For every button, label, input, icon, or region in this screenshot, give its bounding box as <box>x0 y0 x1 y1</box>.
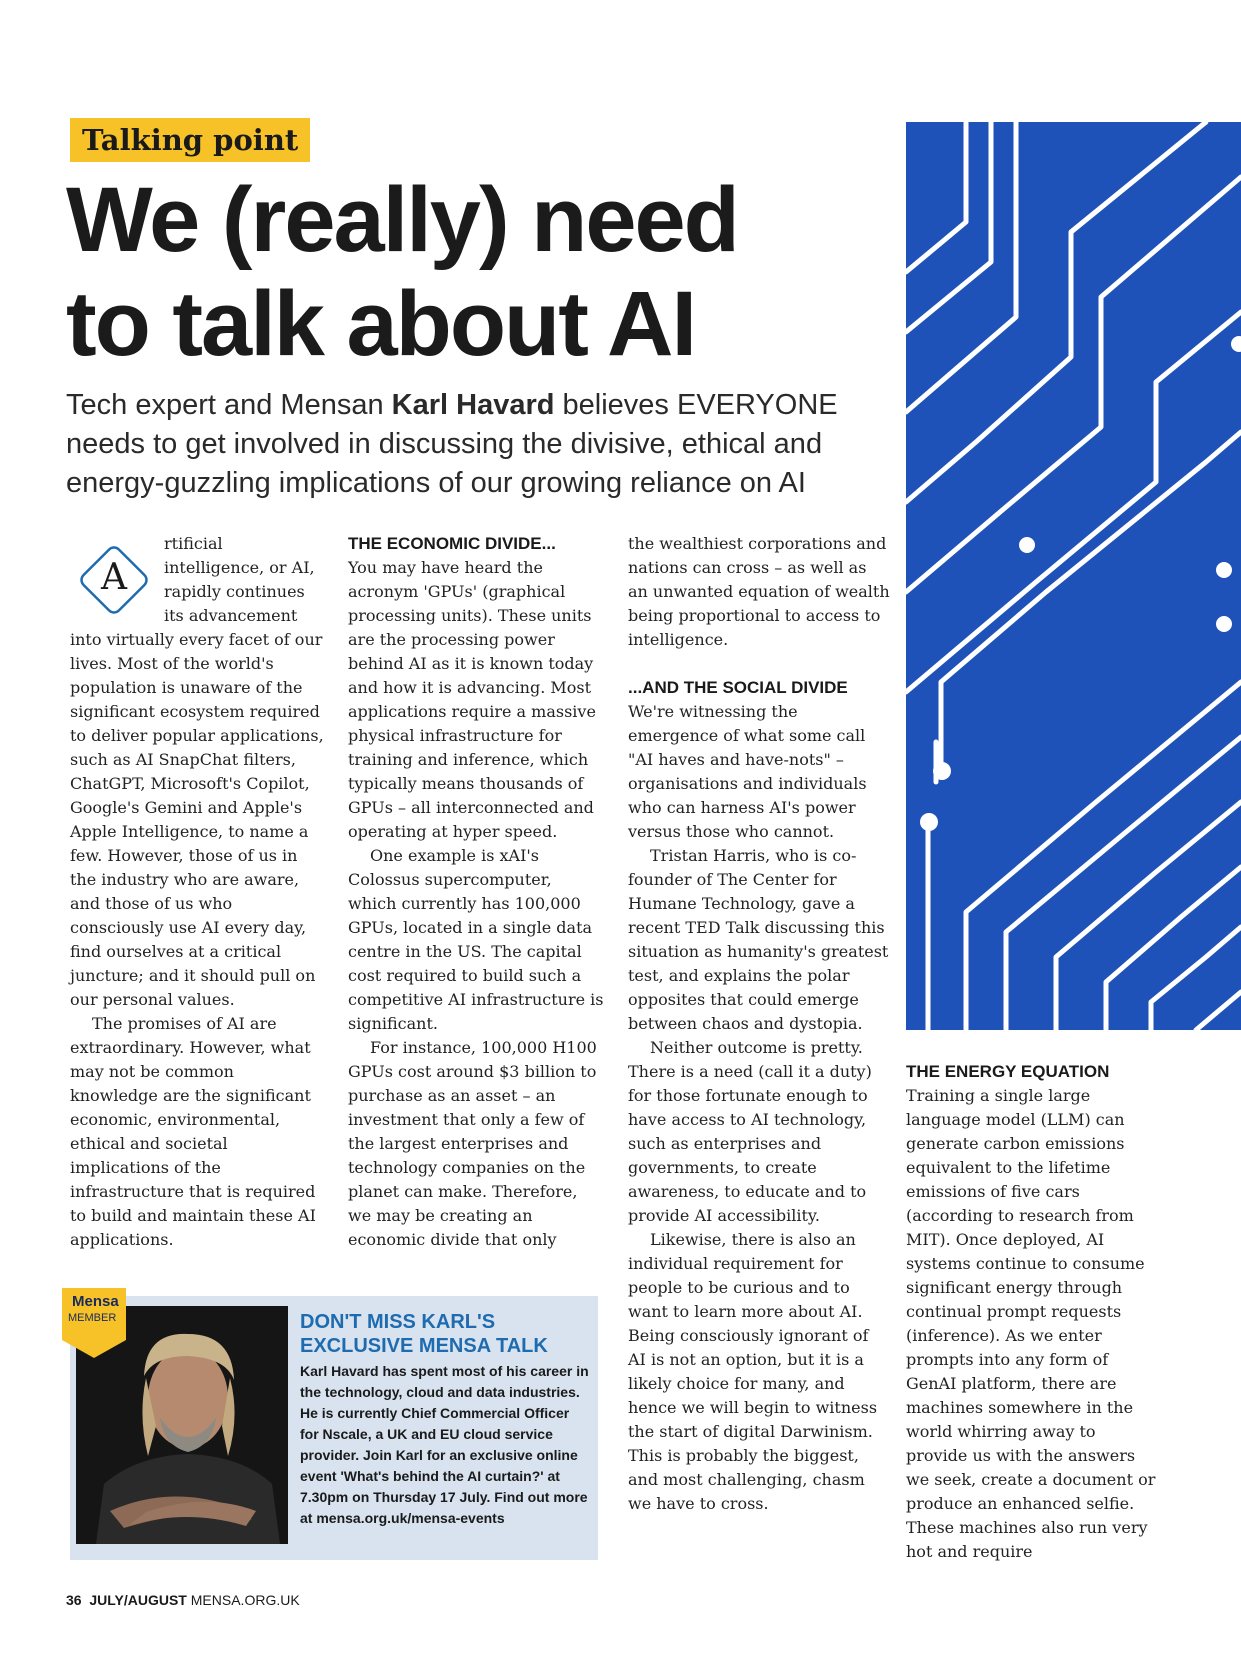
badge-line-2: MEMBER <box>68 1312 117 1324</box>
promo-body: Karl Havard has spent most of his career in the technology, cloud and data industries. He is currently Chief Commercial Officer for Nscale, a UK and EU cloud service provider. Join Karl for an exclusive online event 'What's behind the AI curtain?' at 7.30pm on Thursday 17 July. Find out more at mensa.org.uk/mensa-events <box>300 1363 589 1526</box>
body-paragraph: rtificial intelligence, or AI, rapidly continues its advancement into virtually every facet of our lives. Most of the world's population is unaware of the significant ecosystem required to deliver popular applications, such as AI SnapChat filters, ChatGPT, Microsoft's Copilot, Google's Gemini and Apple's Apple Intelligence, to name a few. However, those of us in the industry who are aware, and those of us who consciously use AI every day, find ourselves at a critical juncture; and it should pull on our personal values. <box>70 534 324 1009</box>
section-heading: THE ECONOMIC DIVIDE... <box>348 534 556 553</box>
body-paragraph: the wealthiest corporations and nations can cross – as well as an unwanted equation of wealth being proportional to access to intelligence. <box>628 534 890 649</box>
site-url: MENSA.ORG.UK <box>190 1592 300 1608</box>
page-footer <box>66 1592 300 1608</box>
circuit-board-illustration <box>906 122 1241 1030</box>
body-paragraph: One example is xAI's Colossus supercomputer, which currently has 100,000 GPUs, located in a single data centre in the US. The capital cost required to build such a competitive AI infrastructure is significant. <box>348 846 604 1033</box>
body-paragraph: Tristan Harris, who is co-founder of The Center for Humane Technology, gave a recent TED Talk discussing this situation as humanity's greatest test, and explains the polar opposites that could emerge between chaos and dystopia. <box>628 846 889 1033</box>
drop-cap-letter: A <box>101 557 127 598</box>
article-column-2 <box>348 532 604 1252</box>
article-column-3 <box>628 532 890 1516</box>
badge-line-1: Mensa <box>72 1293 119 1310</box>
body-paragraph: Likewise, there is also an individual requirement for people to be curious and to want to learn more about AI. Being consciously ignorant of AI is not an option, but it is a likely choice for many, and hence we will begin to witness the start of digital Darwinism. This is probably the biggest, and most challenging, chasm we have to cross. <box>628 1230 878 1513</box>
standfirst-text-after: believes EVERYONE needs to get involved in discussing the divisive, ethical and energy-guzzling implications of our growing reliance on AI <box>66 389 838 499</box>
standfirst-text-before: Tech expert and Mensan <box>66 389 392 421</box>
body-paragraph: For instance, 100,000 H100 GPUs cost around $3 billion to purchase as an asset – an investment that only a few of the largest enterprises and technology companies on the planet can make. Therefore, we may be creating an economic divide that only <box>348 1038 597 1249</box>
issue-label: JULY/AUGUST <box>89 1592 187 1608</box>
body-paragraph: Neither outcome is pretty. There is a need (call it a duty) for those fortunate enough to have access to AI technology, such as enterprises and governments, to create awareness, to educate and to provide AI accessibility. <box>628 1038 872 1225</box>
drop-cap <box>68 532 160 628</box>
body-paragraph: Training a single large language model (LLM) can generate carbon emissions equivalent to the lifetime emissions of five cars (according to research from MIT). Once deployed, AI systems continue to consume significant energy through continual prompt requests (inference). As we enter prompts into any form of GenAI platform, there are machines somewhere in the world whirring away to provide us with the answers we seek, create a document or produce an enhanced selfie. These machines also run very hot and require <box>906 1086 1156 1561</box>
promo-title: DON'T MISS KARL'S EXCLUSIVE MENSA TALK <box>300 1311 548 1357</box>
page-number: 36 <box>66 1592 82 1608</box>
headline: We (really) need to talk about AI <box>66 169 738 375</box>
section-tag: Talking point <box>70 118 310 162</box>
body-paragraph: The promises of AI are extraordinary. However, what may not be common knowledge are the significant economic, environmental, ethical and societal implications of the infrastructure that is required to build and maintain these AI applications. <box>70 1014 316 1249</box>
section-heading: ...AND THE SOCIAL DIVIDE <box>628 678 848 697</box>
standfirst-author-name: Karl Havard <box>391 389 555 421</box>
body-paragraph: You may have heard the acronym 'GPUs' (graphical processing units). These units are the processing power behind AI as it is known today and how it is advancing. Most applications require a massive physical infrastructure for training and inference, which typically means thousands of GPUs – all interconnected and operating at hyper speed. <box>348 558 596 841</box>
body-paragraph: We're witnessing the emergence of what some call "AI haves and have-nots" – organisations and individuals who can harness AI's power versus those who cannot. <box>628 702 867 841</box>
article-column-1 <box>70 532 326 1252</box>
section-heading: THE ENERGY EQUATION <box>906 1062 1110 1081</box>
standfirst <box>66 386 866 503</box>
article-column-4 <box>906 1060 1156 1564</box>
mensa-member-badge <box>62 1288 126 1358</box>
